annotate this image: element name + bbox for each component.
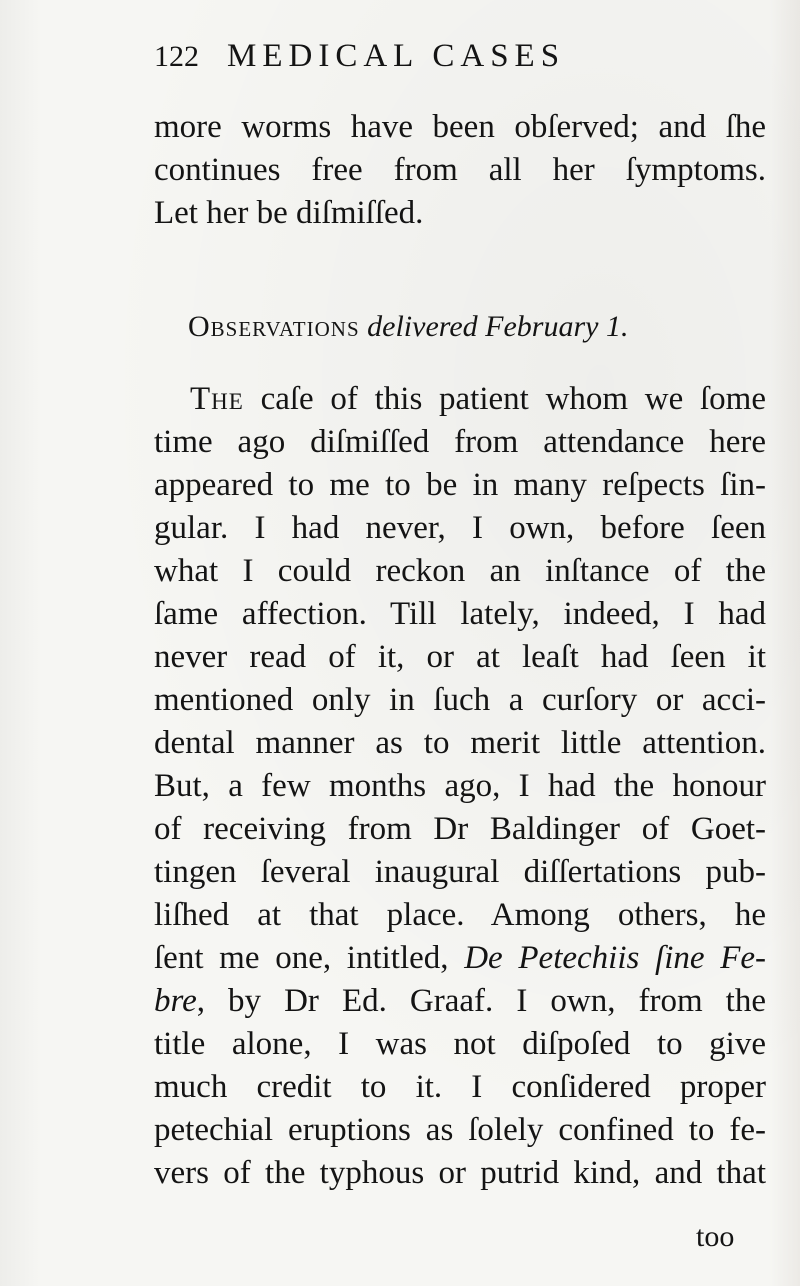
- text-line: [154, 980, 766, 1023]
- section-heading: [188, 306, 748, 348]
- page-number: 122: [154, 40, 199, 73]
- text-line: ſame affection. Till lately, indeed, I had: [154, 596, 766, 632]
- text-line: vers of the typhous or putrid kind, and that: [154, 1155, 766, 1191]
- dissertation-title-end: bre: [154, 983, 197, 1019]
- text-line: appeared to me to be in many reſpects ſin-: [154, 467, 766, 503]
- first-line-text: caſe of this patient whom we ſome: [260, 381, 766, 417]
- observation-paragraph: [154, 378, 766, 1195]
- text-fragment: , by Dr Ed. Graaf. I own, from the: [196, 983, 766, 1019]
- text-line: liſhed at that place. Among others, he: [154, 897, 766, 933]
- text-fragment: ſent me one, intitled,: [154, 940, 465, 976]
- text-line: continues free from all her ſymptoms.: [154, 152, 766, 188]
- text-line: Let her be diſmiſſed.: [154, 195, 424, 231]
- text-line: dental manner as to merit little attention.: [154, 725, 766, 761]
- running-title: MEDICAL CASES: [227, 38, 566, 74]
- text-line: more worms have been obſerved; and ſhe: [154, 109, 766, 145]
- text-line: what I could reckon an inſtance of the: [154, 553, 766, 589]
- text-line: [154, 378, 766, 421]
- text-line: gular. I had never, I own, before ſeen: [154, 510, 766, 546]
- text-line: much credit to it. I conſidered proper: [154, 1069, 766, 1105]
- section-heading-date: delivered February 1.: [367, 310, 629, 343]
- text-line: mentioned only in ſuch a curſory or acci-: [154, 682, 766, 718]
- section-heading-label: Observations: [188, 310, 360, 343]
- text-line: never read of it, or at leaſt had ſeen it: [154, 639, 766, 675]
- running-head: [154, 30, 674, 82]
- text-line: [154, 937, 766, 980]
- continuation-paragraph: [154, 106, 766, 235]
- opening-word: The: [190, 381, 244, 417]
- text-line: tingen ſeveral inaugural diſſertations pub-: [154, 854, 766, 890]
- text-line: time ago diſmiſſed from attendance here: [154, 424, 766, 460]
- text-line: But, a few months ago, I had the honour: [154, 768, 766, 804]
- text-line: petechial eruptions as ſolely confined to fe-: [154, 1112, 766, 1148]
- catchword: too: [696, 1220, 735, 1253]
- text-line: of receiving from Dr Baldinger of Goet-: [154, 811, 766, 847]
- dissertation-title: De Petechiis ſine Fe-: [464, 940, 767, 976]
- text-line: title alone, I was not diſpoſed to give: [154, 1026, 766, 1062]
